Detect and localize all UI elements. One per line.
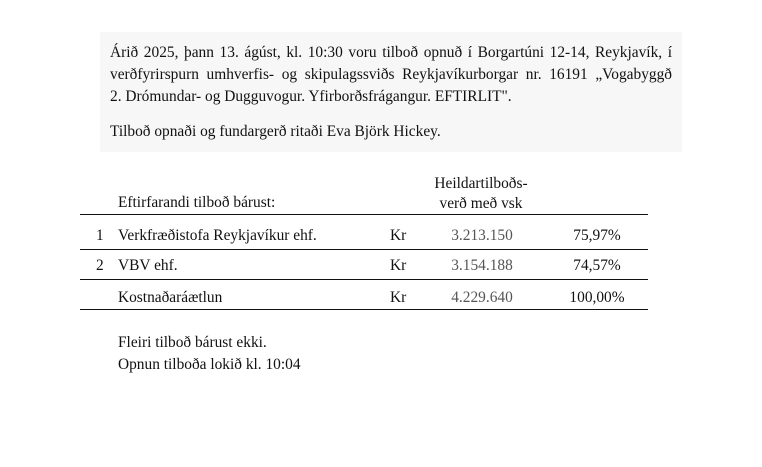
bid-amount: 3.154.188 [451, 257, 513, 274]
opening-closed-note: Opnun tilboða lokið kl. 10:04 [118, 356, 301, 373]
intro-line-3: 2. Drómundar- og Dugguvogur. Yfirborðsfrágangur. EFTIRLIT". [110, 88, 512, 105]
row-number: 1 [96, 227, 104, 244]
table-row [80, 254, 648, 278]
closing-notes [118, 332, 301, 376]
table-rule-row-1 [80, 249, 648, 250]
currency-label: Kr [390, 257, 407, 274]
estimate-label: Kostnaðaráætlun [118, 289, 223, 306]
table-rule-row-2 [80, 279, 648, 280]
bidder-name: VBV ehf. [118, 257, 178, 274]
table-row-estimate [80, 286, 648, 310]
intro-line-2: verðfyrirspurn umhverfis- og skipulagssviðs Reykjavíkurborgar nr. 16191 „Vogabyggð [110, 66, 672, 83]
currency-label: Kr [390, 227, 407, 244]
estimate-percent: 100,00% [569, 289, 625, 306]
bid-percent: 74,57% [573, 257, 621, 274]
table-row [80, 224, 648, 248]
row-number: 2 [96, 257, 104, 274]
bid-percent: 75,97% [573, 227, 621, 244]
estimate-amount: 4.229.640 [451, 289, 513, 306]
recorder-statement: Tilboð opnaði og fundargerð ritaði Eva Björk Hickey. [110, 123, 441, 140]
bidder-name: Verkfræðistofa Reykjavíkur ehf. [118, 227, 317, 244]
intro-line-1: Árið 2025, þann 13. ágúst, kl. 10:30 voru tilboð opnuð í Borgartúni 12-14, Reykjavík, í [110, 44, 672, 61]
table-header-total [420, 174, 542, 214]
no-more-bids-note: Fleiri tilboð bárust ekki. [118, 334, 267, 351]
intro-paragraph [110, 42, 672, 108]
table-header-total-line-2: verð með vsk [439, 195, 523, 212]
table-header-total-line-1: Heildartilboðs- [434, 175, 528, 192]
currency-label: Kr [390, 289, 407, 306]
bid-amount: 3.213.150 [451, 227, 513, 244]
table-rule-bottom [80, 309, 648, 310]
table-header-label: Eftirfarandi tilboð bárust: [118, 194, 276, 211]
table-rule-header [80, 214, 648, 215]
